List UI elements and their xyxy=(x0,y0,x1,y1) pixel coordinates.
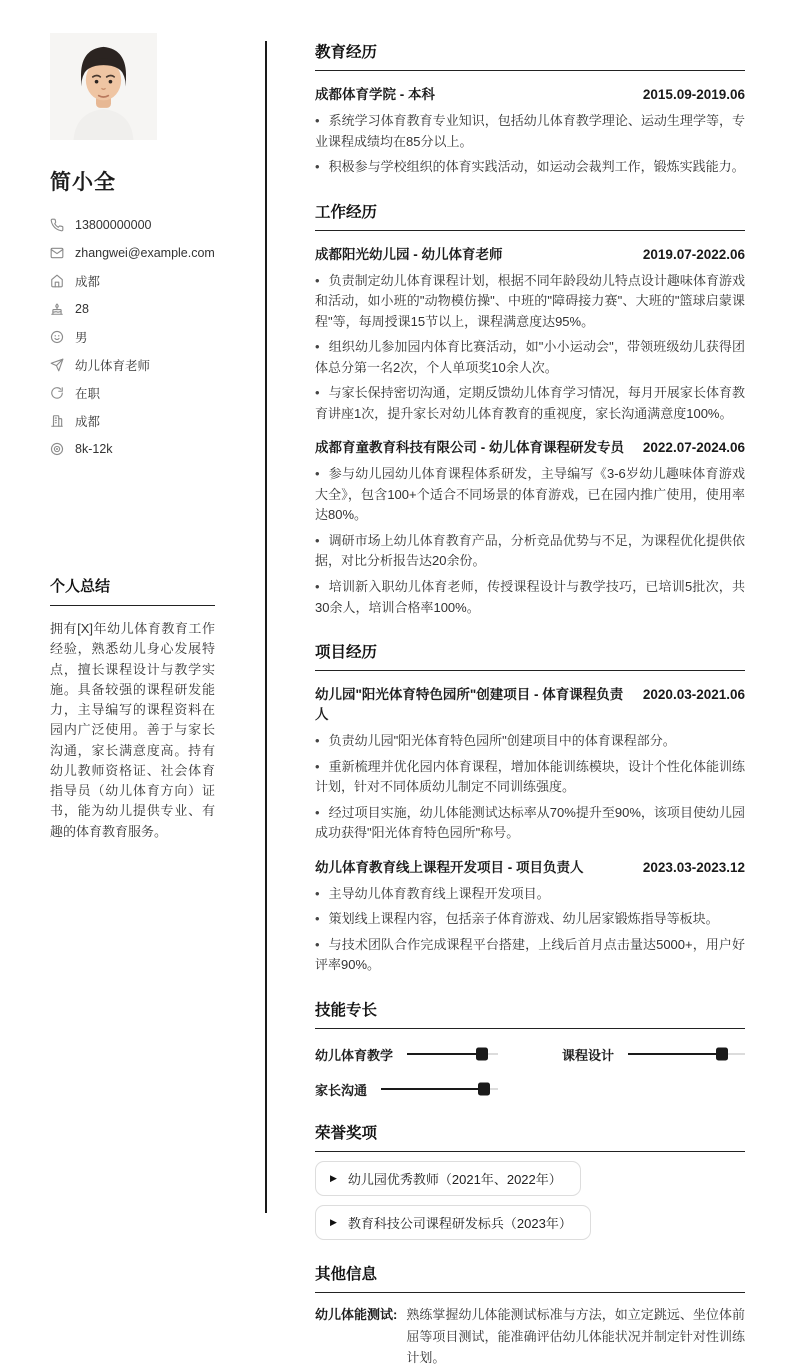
project-entry xyxy=(315,683,745,844)
bullet-dot: • xyxy=(315,272,320,288)
portrait-illustration xyxy=(50,33,157,140)
entry-date: 2019.07-2022.06 xyxy=(642,246,745,262)
skill-item xyxy=(315,1080,498,1099)
contact-phone xyxy=(50,211,215,239)
bullet-item xyxy=(315,935,745,976)
bullet-item xyxy=(315,909,745,930)
contact-value: 男 xyxy=(75,331,88,345)
bullet-text: 经过项目实施，幼儿体能测试达标率从70%提升至90%，该项目使幼儿园成功获得"阳光体育特色园所"称号。 xyxy=(315,804,745,841)
skill-level-indicator xyxy=(628,1053,722,1055)
contact-city xyxy=(50,407,215,435)
bullet-item xyxy=(315,531,745,572)
skill-level-indicator xyxy=(381,1088,484,1090)
skill-name: 幼儿体育教学 xyxy=(315,1047,394,1063)
bullet-item xyxy=(315,271,745,333)
skill-slider xyxy=(628,1053,745,1055)
bullet-dot: • xyxy=(315,466,320,482)
contact-list xyxy=(50,211,215,463)
entry-date: 2020.03-2021.06 xyxy=(642,687,745,703)
other-info-row xyxy=(315,1304,745,1369)
section-projects xyxy=(315,640,745,976)
bullet-text: 与技术团队合作完成课程平台搭建，上线后首月点击量达5000+，用户好评率90%。 xyxy=(315,936,745,973)
work-title: 工作经历 xyxy=(315,200,745,231)
project-name: 幼儿体育教育线上课程开发项目 - 项目负责人 xyxy=(315,859,584,875)
contact-value: 8k-12k xyxy=(75,442,113,456)
contact-location xyxy=(50,267,215,295)
contact-value: 成都 xyxy=(75,415,101,429)
bullet-dot: • xyxy=(315,936,320,952)
phone-icon xyxy=(50,218,64,232)
bullet-dot: • xyxy=(315,758,320,774)
bullet-dot: • xyxy=(315,532,320,548)
project-name: 幼儿园"阳光体育特色园所"创建项目 - 体育课程负责人 xyxy=(315,687,624,723)
contact-status xyxy=(50,379,215,407)
entry-header xyxy=(315,683,745,723)
section-education xyxy=(315,40,745,178)
bullet-text: 主导幼儿体育教育线上课程开发项目。 xyxy=(328,885,550,901)
bullet-text: 参与幼儿园幼儿体育课程体系研发，主导编写《3-6岁幼儿趣味体育游戏大全》，包含100+个适合不同场景的体育游戏，已在园内推广使用，使用率达80%。 xyxy=(315,466,745,523)
company-name: 成都阳光幼儿园 - 幼儿体育老师 xyxy=(315,246,503,262)
skill-slider xyxy=(381,1088,498,1090)
bullet-item xyxy=(315,464,745,526)
entry-header xyxy=(315,243,745,263)
skill-name: 课程设计 xyxy=(562,1047,615,1063)
play-icon: ▶ xyxy=(330,1172,337,1183)
contact-value: 28 xyxy=(75,302,89,316)
home-icon xyxy=(50,274,64,288)
vertical-divider xyxy=(265,41,267,1213)
entry-date: 2015.09-2019.06 xyxy=(642,87,745,102)
work-entry xyxy=(315,436,745,618)
contact-value: 在职 xyxy=(75,387,101,401)
work-entry xyxy=(315,243,745,425)
projects-title: 项目经历 xyxy=(315,640,745,671)
target-icon xyxy=(50,442,64,456)
bullet-dot: • xyxy=(315,159,320,175)
contact-email xyxy=(50,239,215,267)
avatar xyxy=(50,33,157,140)
bullet-item xyxy=(315,383,745,424)
company-name: 成都育童教育科技有限公司 - 幼儿体育课程研发专员 xyxy=(315,440,624,456)
bullet-dot: • xyxy=(315,885,320,901)
entry-date: 2022.07-2024.06 xyxy=(642,440,745,456)
bullet-dot: • xyxy=(315,113,320,128)
summary-title: 个人总结 xyxy=(50,575,215,606)
bullet-item xyxy=(315,731,745,752)
play-icon: ▶ xyxy=(330,1216,337,1227)
contact-occupation xyxy=(50,351,215,379)
bullet-dot: • xyxy=(315,578,320,594)
bullet-item xyxy=(315,337,745,378)
bullet-text: 策划线上课程内容，包括亲子体育游戏、幼儿居家锻炼指导等板块。 xyxy=(328,911,719,927)
section-skills xyxy=(315,998,745,1099)
bullet-text: 培训新入职幼儿体育老师，传授课程设计与教学技巧，已培训5批次，共30余人，培训合格率100%。 xyxy=(315,578,745,615)
bullet-text: 系统学习体育教育专业知识，包括幼儿体育教学理论、运动生理学等，专业课程成绩均在85分以上。 xyxy=(315,113,745,149)
bullet-item xyxy=(315,577,745,618)
project-entry xyxy=(315,856,745,976)
entry-header xyxy=(315,436,745,456)
main-column xyxy=(315,0,794,1366)
skill-name: 家长沟通 xyxy=(315,1082,368,1098)
bullet-text: 负责幼儿园"阳光体育特色园所"创建项目中的体育课程部分。 xyxy=(328,733,676,749)
bullet-item xyxy=(315,111,745,152)
mail-icon xyxy=(50,246,64,260)
bullet-item xyxy=(315,757,745,798)
section-work xyxy=(315,200,745,618)
bullet-text: 调研市场上幼儿体育教育产品，分析竞品优势与不足，为课程优化提供依据，对比分析报告达20余份。 xyxy=(315,532,745,569)
bullet-dot: • xyxy=(315,804,320,820)
bullet-dot: • xyxy=(315,385,320,401)
other-title: 其他信息 xyxy=(315,1262,745,1293)
other-text: 熟练掌握幼儿体能测试标准与方法，如立定跳远、坐位体前屈等项目测试，能准确评估幼儿体能状况并制定针对性训练计划。 xyxy=(406,1306,745,1366)
skill-slider xyxy=(407,1053,498,1055)
face-icon xyxy=(50,330,64,344)
bullet-item xyxy=(315,884,745,905)
education-entry xyxy=(315,83,745,178)
contact-value: zhangwei@example.com xyxy=(75,246,215,260)
summary-text: 拥有[X]年幼儿体育教育工作经验，熟悉幼儿身心发展特点，擅长课程设计与教学实施。具备较强的课程研发能力，主导编写的课程资料在园内广泛使用。善于与家长沟通，家长满意度高。持有幼儿教师资格证、社会体育指导员（幼儿体育方向）证书，能为幼儿提供专业、有趣的体育教育服务。 xyxy=(50,621,215,839)
bullet-text: 积极参与学校组织的体育实践活动，如运动会裁判工作，锻炼实践能力。 xyxy=(328,159,745,175)
skills-title: 技能专长 xyxy=(315,998,745,1029)
bullet-text: 重新梳理并优化园内体育课程，增加体能训练模块，设计个性化体能训练计划，针对不同体质幼儿制定不同训练强度。 xyxy=(315,758,745,795)
school-name: 成都体育学院 - 本科 xyxy=(315,87,435,102)
honor-text: 幼儿园优秀教师（2021年、2022年） xyxy=(347,1171,562,1187)
education-title: 教育经历 xyxy=(315,40,745,71)
entry-header xyxy=(315,856,745,876)
contact-value: 幼儿体育老师 xyxy=(75,359,151,373)
contact-value: 成都 xyxy=(75,275,101,289)
honors-title: 荣誉奖项 xyxy=(315,1121,745,1152)
contact-value: 13800000000 xyxy=(75,218,152,232)
bullet-dot: • xyxy=(315,911,320,927)
bullet-item xyxy=(315,157,745,178)
entry-header xyxy=(315,83,745,103)
skill-level-indicator xyxy=(407,1053,482,1055)
cake-icon xyxy=(50,302,64,316)
bullet-item xyxy=(315,803,745,844)
honor-badge[interactable] xyxy=(315,1161,581,1196)
building-icon xyxy=(50,414,64,428)
candidate-name: 简小全 xyxy=(50,171,116,194)
entry-date: 2023.03-2023.12 xyxy=(642,859,745,875)
bullet-text: 组织幼儿参加园内体育比赛活动，如"小小运动会"，带领班级幼儿获得团体总分第一名2次，个人单项奖10余人次。 xyxy=(315,339,745,375)
contact-age xyxy=(50,295,215,323)
skill-item xyxy=(315,1045,498,1064)
bullet-dot: • xyxy=(315,733,320,749)
contact-gender xyxy=(50,323,215,351)
skill-item xyxy=(562,1045,745,1064)
other-label: 幼儿体能测试: xyxy=(315,1306,398,1322)
paper-plane-icon xyxy=(50,358,64,372)
sidebar xyxy=(0,0,215,1264)
skills-grid xyxy=(315,1045,745,1099)
section-other xyxy=(315,1262,745,1369)
contact-salary xyxy=(50,435,215,463)
refresh-icon xyxy=(50,386,64,400)
section-honors xyxy=(315,1121,745,1240)
section-summary xyxy=(50,575,215,842)
honor-badge[interactable] xyxy=(315,1205,591,1240)
bullet-dot: • xyxy=(315,339,320,355)
bullet-text: 负责制定幼儿体育课程计划，根据不同年龄段幼儿特点设计趣味体育游戏和活动，如小班的"动物模仿操"、中班的"障碍接力赛"、大班的"篮球启蒙课程"等，每周授课15节以上，课程满意度达95%。 xyxy=(315,272,745,329)
honor-text: 教育科技公司课程研发标兵（2023年） xyxy=(347,1215,572,1231)
bullet-text: 与家长保持密切沟通，定期反馈幼儿体育学习情况，每月开展家长体育教育讲座1次，提升家长对幼儿体育教育的重视度，家长沟通满意度100%。 xyxy=(315,385,745,421)
